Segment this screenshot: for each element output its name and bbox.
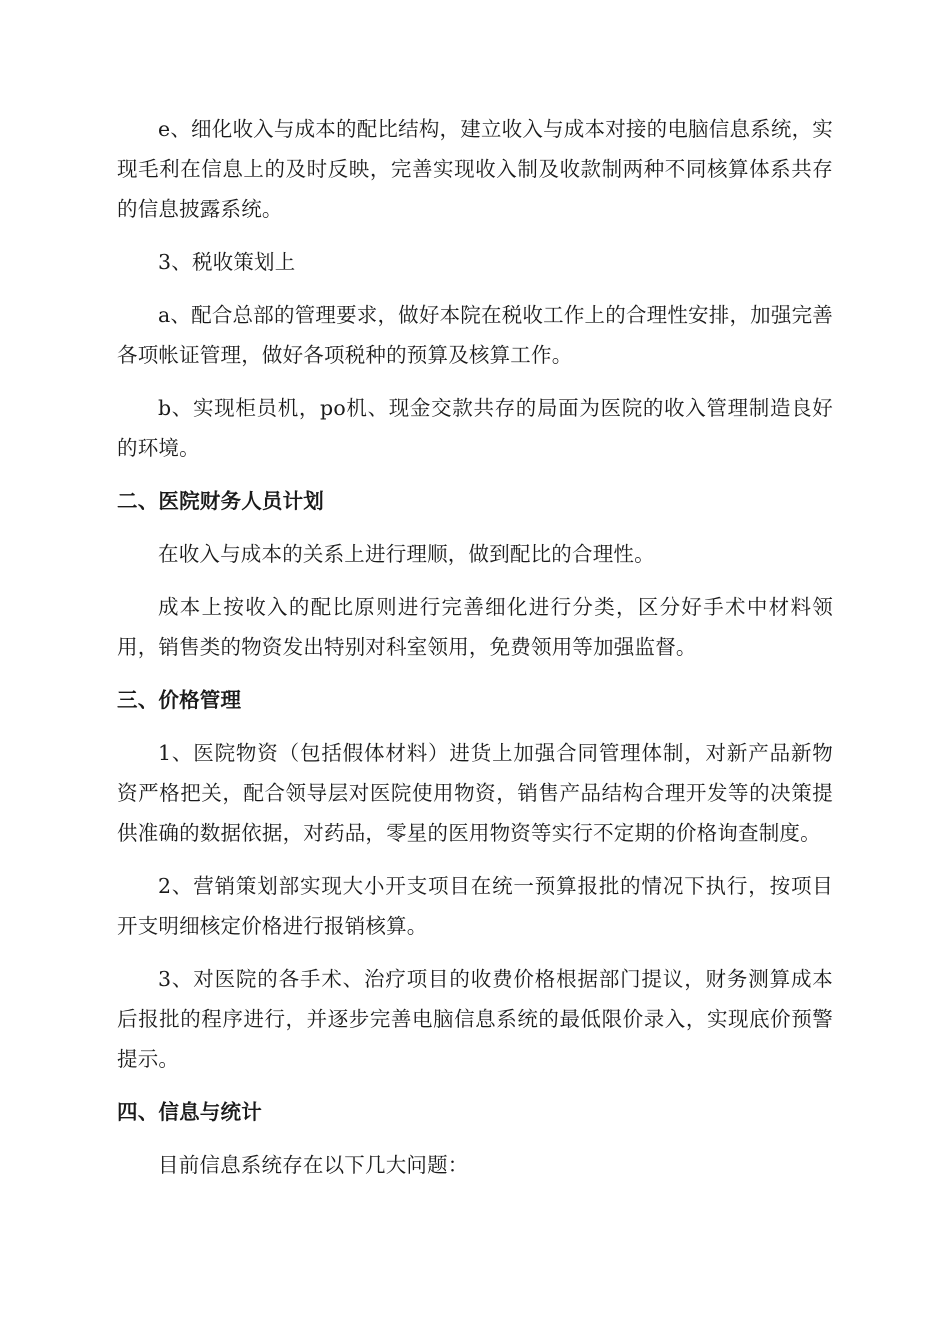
para-1-materials: 1、医院物资（包括假体材料）进货上加强合同管理体制，对新产品新物资严格把关，配合领导层对医院使用物资，销售产品结构合理开发等的决策提供准确的数据依据，对药品，零星的医用物资等实行不定期的价格询查制度。 (117, 741, 833, 845)
para-b-cashier: b、实现柜员机，po机、现金交款共存的局面为医院的收入管理制造良好的环境。 (117, 396, 833, 460)
para-3-tax-planning: 3、税收策划上 (158, 250, 296, 274)
para-e-income-cost: e、细化收入与成本的配比结构，建立收入与成本对接的电脑信息系统，实现毛利在信息上的及时反映，完善实现收入制及收款制两种不同核算体系共存的信息披露系统。 (117, 117, 833, 221)
para-2-marketing: 2、营销策划部实现大小开支项目在统一预算报批的情况下执行，按项目开支明细核定价格进行报销核算。 (117, 874, 833, 938)
heading-4-info-statistics: 四、信息与统计 (117, 1100, 262, 1124)
para-info-system-issues: 目前信息系统存在以下几大问题： (158, 1153, 469, 1177)
document-page (117, 109, 833, 1198)
para-income-cost-relation: 在收入与成本的关系上进行理顺，做到配比的合理性。 (158, 542, 655, 566)
para-3-surgery-pricing: 3、对医院的各手术、治疗项目的收费价格根据部门提议，财务测算成本后报批的程序进行，并逐步完善电脑信息系统的最低限价录入，实现底价预警提示。 (117, 967, 833, 1071)
para-a-tax-work: a、配合总部的管理要求，做好本院在税收工作上的合理性安排，加强完善各项帐证管理，做好各项税种的预算及核算工作。 (117, 303, 833, 367)
para-cost-classification: 成本上按收入的配比原则进行完善细化进行分类，区分好手术中材料领用，销售类的物资发出特别对科室领用，免费领用等加强监督。 (117, 595, 833, 659)
heading-3-price-management: 三、价格管理 (117, 688, 242, 712)
heading-2-staff-plan: 二、医院财务人员计划 (117, 489, 324, 513)
